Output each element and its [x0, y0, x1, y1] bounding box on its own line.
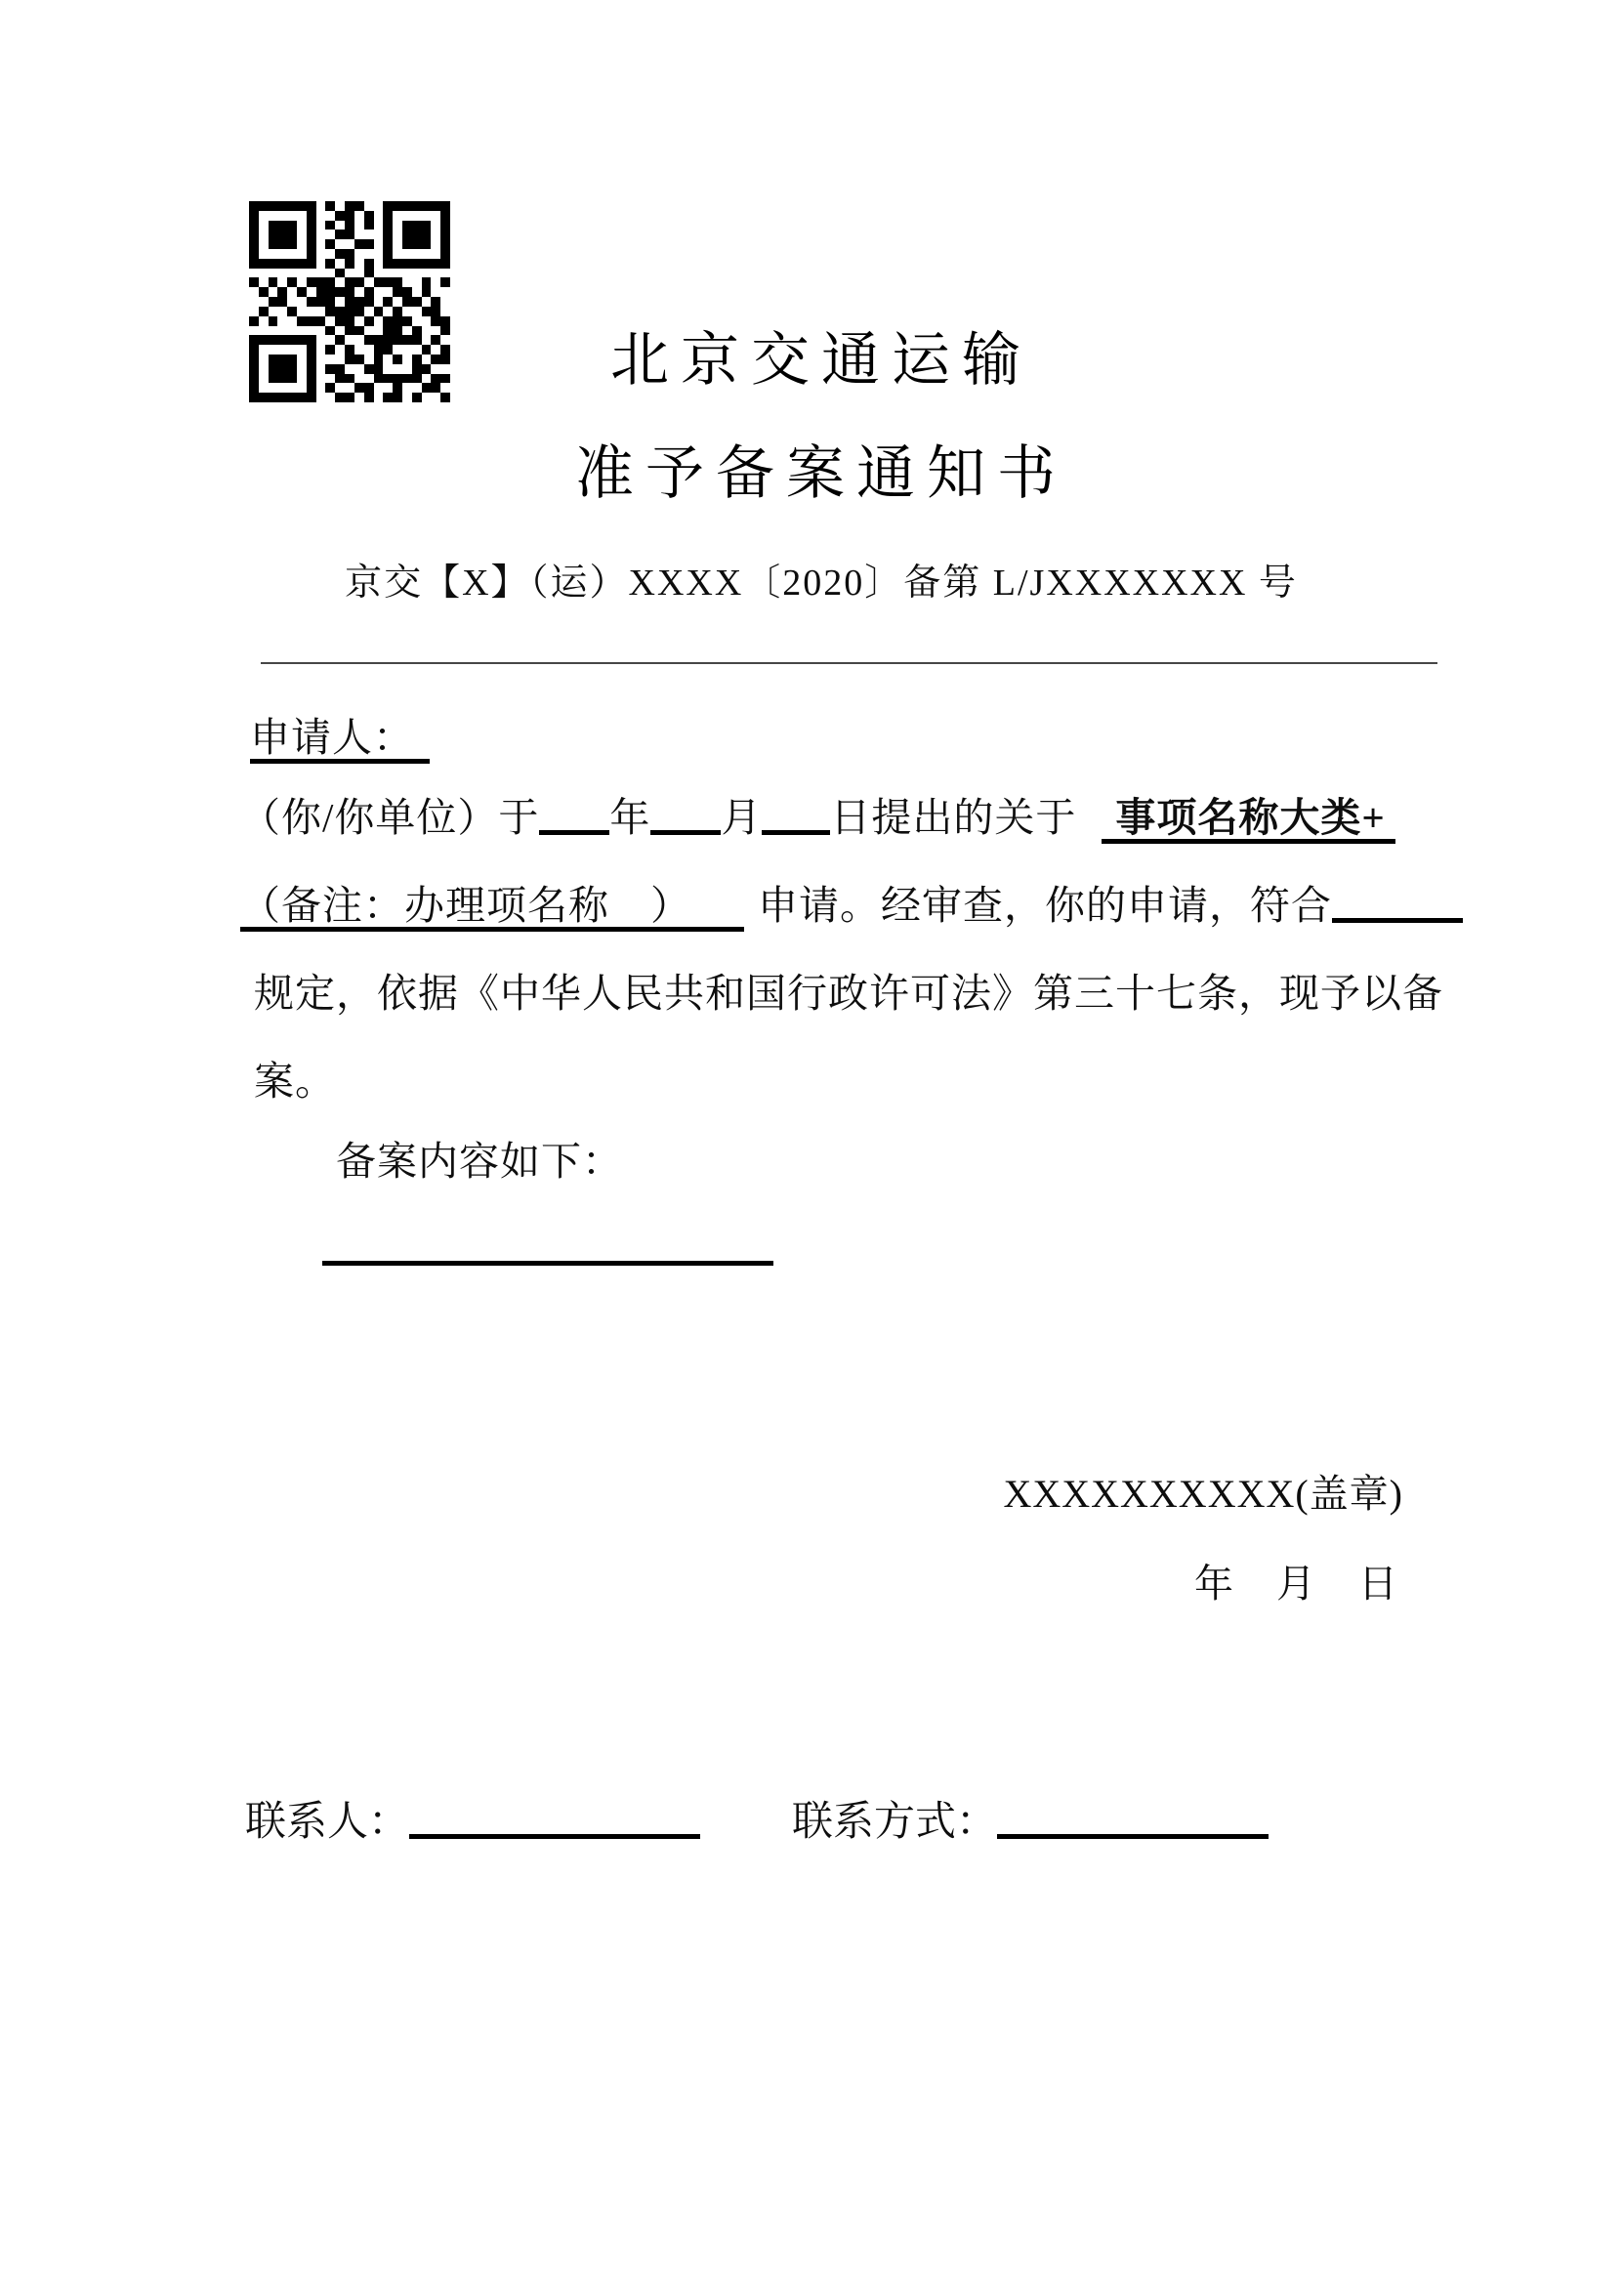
month-blank [650, 820, 721, 835]
remark-value: （备注：办理项名称 ） [240, 884, 744, 932]
contact-method-label: 联系方式： [792, 1800, 998, 1845]
body-line-end: 案。 [254, 1059, 336, 1104]
matter-name-value: 事项名称大类+ [1102, 796, 1394, 844]
page-title-line2: 准予备案通知书 [575, 441, 1067, 506]
signature-date-line: 年 月 日 [1194, 1562, 1399, 1606]
contact-person-blank [409, 1824, 700, 1839]
contact-person-label: 联系人： [245, 1800, 410, 1845]
applicant-label: 申请人： [250, 715, 414, 760]
compliance-blank [1332, 908, 1463, 923]
contact-method-blank [997, 1824, 1269, 1839]
seal-line: XXXXXXXXXX(盖章) [1003, 1472, 1403, 1516]
day-blank [762, 820, 830, 835]
year-label: 年 [609, 795, 651, 840]
document-number: 京交【X】（运）XXXX〔2020〕备第 L/JXXXXXXX 号 [345, 563, 1298, 604]
page-title-line1: 北京交通运输 [610, 328, 1032, 393]
line3-text: 申请。经审查，你的申请，符合 [758, 883, 1332, 928]
year-blank [539, 820, 609, 835]
day-suffix-label: 日提出的关于 [830, 795, 1077, 840]
applicant-underline [250, 716, 430, 764]
body-line-date [240, 793, 1395, 844]
record-content-blank-line [322, 1261, 773, 1266]
line2-prefix-label: （你/你单位）于 [240, 795, 540, 840]
body-line-remark [240, 881, 1463, 932]
record-content-label: 备案内容如下： [336, 1139, 623, 1184]
header-divider-line [261, 662, 1437, 664]
applicant-line [250, 713, 430, 764]
contact-row [245, 1797, 1269, 1849]
body-line-law: 规定，依据《中华人民共和国行政许可法》第三十七条，现予以备 [254, 971, 1443, 1016]
month-label: 月 [721, 795, 763, 840]
